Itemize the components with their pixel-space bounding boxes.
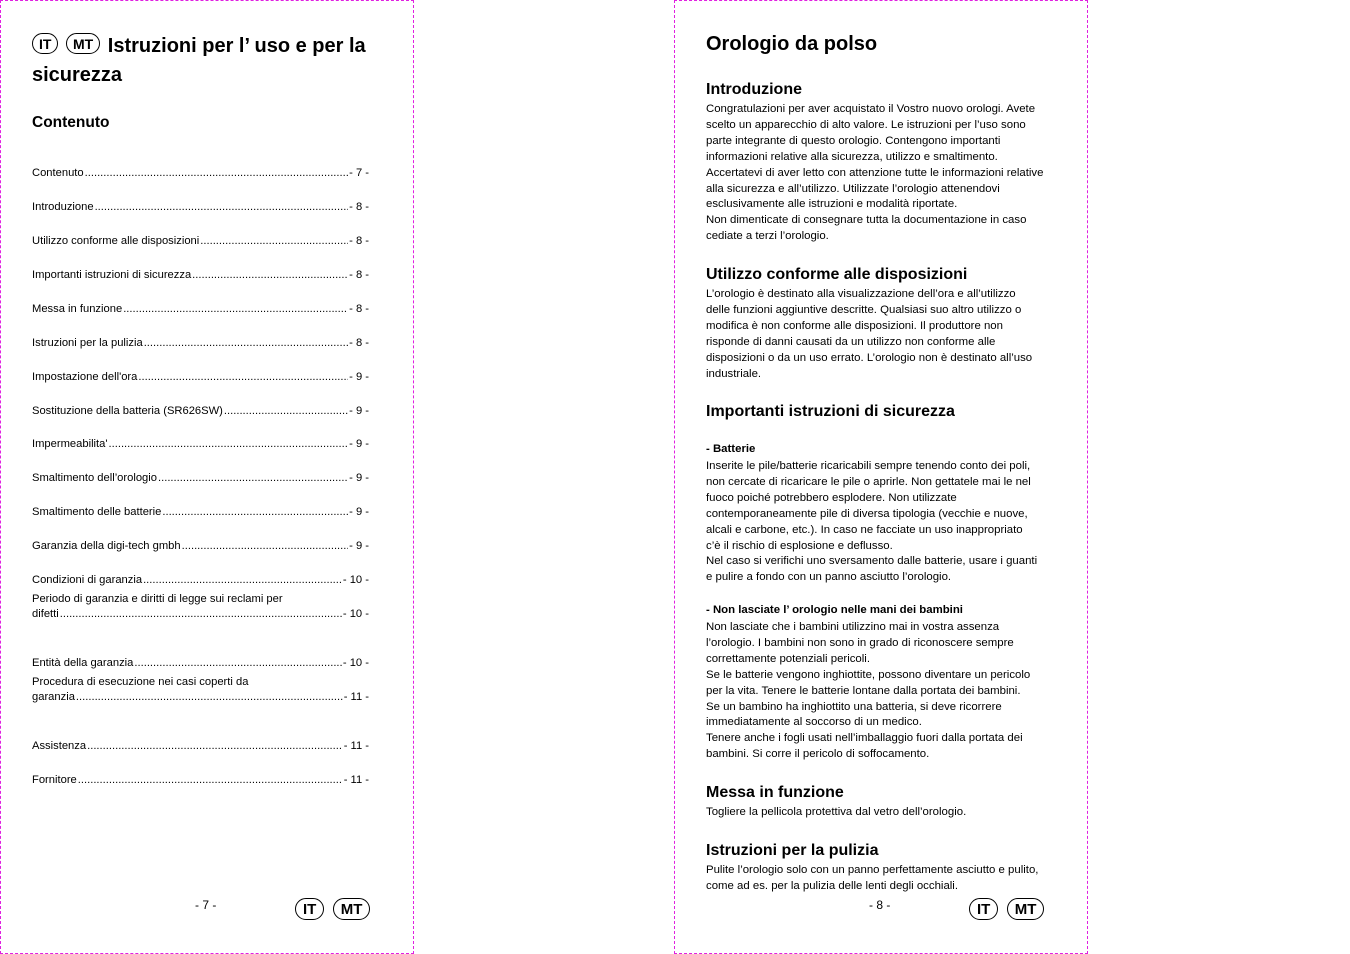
toc-dot-leader	[143, 573, 342, 588]
toc-entry-title: Condizioni di garanzia	[32, 574, 143, 586]
toc-dot-leader	[134, 656, 341, 671]
toc-entry-page: - 8 -	[349, 303, 369, 315]
toc-entry-title-line1: Periodo di garanzia e diritti di legge sui reclami per	[32, 593, 283, 605]
toc-dot-leader	[123, 302, 348, 317]
section-text-startup: Togliere la pellicola protettiva dal vetro dell’orologio.	[706, 806, 967, 818]
toc-entry	[32, 539, 369, 554]
subsection-heading-children: - Non lasciate l’ orologio nelle mani dei bambini	[706, 604, 963, 616]
toc-entry-title: Entità della garanzia	[32, 657, 134, 669]
country-badge-it: IT	[969, 898, 998, 920]
toc-entry-page: - 11 -	[343, 740, 369, 752]
toc-entry-page: - 10 -	[342, 657, 369, 669]
section-heading-intro: Introduzione	[706, 81, 802, 98]
toc-entry-page: - 9 -	[349, 472, 369, 484]
country-badge-mt: MT	[66, 33, 100, 54]
toc-entry-title: difetti	[32, 608, 59, 620]
toc-dot-leader	[162, 505, 348, 520]
toc-entry	[32, 505, 369, 520]
toc-dot-leader	[200, 234, 348, 249]
toc-entry	[32, 656, 369, 671]
toc-entry	[32, 573, 369, 588]
toc-dot-leader	[78, 773, 343, 788]
country-badge-mt: MT	[1007, 898, 1045, 920]
toc-entry	[32, 437, 369, 452]
subsection-heading-batteries: - Batterie	[706, 443, 756, 455]
toc-entry-title: Impostazione dell'ora	[32, 371, 138, 383]
page-number-right: - 8 -	[869, 898, 891, 912]
toc-entry	[32, 200, 369, 215]
toc-dot-leader	[158, 471, 348, 486]
toc-dot-leader	[138, 370, 348, 385]
toc-entry-title: Introduzione	[32, 201, 94, 213]
toc-entry-page: - 11 -	[343, 691, 369, 703]
section-heading-use: Utilizzo conforme alle disposizioni	[706, 266, 968, 283]
toc-entry-title: Sostituzione della batteria (SR626SW)	[32, 405, 223, 417]
toc-entry-title: Impermeabilita'	[32, 438, 108, 450]
toc-entry	[32, 592, 369, 622]
toc-entry-title: Garanzia della digi-tech gmbh	[32, 540, 181, 552]
toc-entry-page: - 9 -	[349, 371, 369, 383]
toc-entry	[32, 370, 369, 385]
toc-entry-title: Istruzioni per la pulizia	[32, 337, 143, 349]
subsection-text-batteries: Inserite le pile/batterie ricaricabili sempre tenendo conto dei poli, non cercate di ricaricare le pile o aprirle. Non gettatele mai le nel fuoco poiché potrebbero esplodere. Non utilizzate contemporaneamente pile di diversa tipologia (vecchie e nuove, alcali e carbone, etc.). In caso ne facciate un uso inappropriato c’è il rischio di esplosione e deflusso. Nel caso si verifichi uno sversamento dalle batterie, usare i guanti e pulire a fondo con un panno asciutto l’orologio.	[706, 460, 1038, 584]
toc-entry-title: Contenuto	[32, 167, 84, 179]
toc-entry-page: - 10 -	[342, 608, 369, 620]
toc-entry-page: - 8 -	[349, 201, 369, 213]
country-badge-it: IT	[32, 33, 58, 54]
toc-dot-leader	[109, 437, 349, 452]
page-number-left: - 7 -	[195, 898, 217, 912]
toc-entry	[32, 739, 369, 754]
toc-entry-title: Importanti istruzioni di sicurezza	[32, 269, 192, 281]
toc-entry	[32, 166, 369, 181]
toc-entry-page: - 8 -	[349, 235, 369, 247]
toc-dot-leader	[87, 739, 343, 754]
toc-dot-leader	[192, 268, 348, 283]
toc-entry	[32, 268, 369, 283]
toc-dot-leader	[224, 404, 348, 419]
section-heading-startup: Messa in funzione	[706, 784, 844, 801]
subsection-text-children: Non lasciate che i bambini utilizzino mai in vostra assenza l’orologio. I bambini non sono in grado di riconoscere sempre correttamente potenziali pericoli. Se le batterie vengono inghiottite, possono diventare un pericolo per la vita. Tenere le batterie lontane dalla portata dei bambini. Se un bambino ha inghiottito una batteria, si deve ricorrere immediatamente al soccorso di un medico. Tenere anche i fogli usati nell’imballaggio fuori dalla portata dei bambini. Si corre il pericolo di soffocamento.	[706, 621, 1031, 761]
toc-heading: Contenuto	[32, 114, 110, 131]
page-title	[32, 32, 392, 90]
toc-entry-page: - 11 -	[343, 774, 369, 786]
toc-dot-leader	[60, 607, 342, 622]
toc-entry-page: - 9 -	[349, 506, 369, 518]
country-badge-it: IT	[295, 898, 324, 920]
toc-entry	[32, 234, 369, 249]
country-badge-mt: MT	[333, 898, 371, 920]
toc-dot-leader	[76, 690, 343, 705]
toc-dot-leader	[182, 539, 348, 554]
toc-entry-title: Messa in funzione	[32, 303, 123, 315]
toc-entry-page: - 9 -	[349, 405, 369, 417]
toc-entry-title-line1: Procedura di esecuzione nei casi coperti da	[32, 676, 249, 688]
section-text-intro: Congratulazioni per aver acquistato il Vostro nuovo orologi. Avete scelto un apparecchio di alto valore. Le istruzioni per l’uso sono parte integrante di questo orologio. Contengono importanti informazioni relative alla sicurezza, utilizzo e smaltimento. Accertatevi di aver letto con attenzione tutte le informazioni relative alla sicurezza e all’utilizzo. Utilizzate l’orologio attenendovi esclusivamente alle istruzioni e modalità riportate. Non dimenticate di consegnare tutta la documentazione in caso cediate a terzi l’orologio.	[706, 103, 1044, 243]
toc-dot-leader	[144, 336, 348, 351]
toc-dot-leader	[95, 200, 349, 215]
toc-entry-page: - 10 -	[342, 574, 369, 586]
toc-entry	[32, 336, 369, 351]
toc-entry-page: - 9 -	[349, 540, 369, 552]
toc-entry	[32, 773, 369, 788]
section-text-cleaning: Pulite l’orologio solo con un panno perfettamente asciutto e pulito, come ad es. per la pulizia delle lenti degli occhiali.	[706, 864, 1039, 892]
section-text-use: L’orologio è destinato alla visualizzazione dell’ora e all’utilizzo delle funzioni aggiuntive descritte. Qualsiasi suo altro utilizzo o modifica è non conforme alle disposizioni. Il produttore non risponde di danni causati da un utilizzo non conforme alle disposizioni o da un uso errato. L’orologio non è destinato all’uso industriale.	[706, 288, 1033, 380]
toc-entry-title: Assistenza	[32, 740, 87, 752]
toc-entry-title: Smaltimento dell’orologio	[32, 472, 157, 484]
title-text: Istruzioni per l’ uso e per la sicurezza	[32, 35, 366, 86]
toc-entry-page: - 8 -	[349, 269, 369, 281]
toc-entry	[32, 675, 369, 705]
toc-dot-leader	[85, 166, 348, 181]
section-heading-cleaning: Istruzioni per la pulizia	[706, 842, 879, 859]
toc-entry-title: garanzia	[32, 691, 75, 703]
toc-entry	[32, 404, 369, 419]
toc-entry-title: Fornitore	[32, 774, 77, 786]
toc-entry-title: Smaltimento delle batterie	[32, 506, 162, 518]
toc-entry-page: - 9 -	[349, 438, 369, 450]
toc-entry-page: - 8 -	[349, 337, 369, 349]
section-heading-safety: Importanti istruzioni di sicurezza	[706, 403, 955, 420]
footer-badges-right	[969, 898, 1048, 920]
toc-entry-title: Utilizzo conforme alle disposizioni	[32, 235, 200, 247]
footer-badges-left	[295, 898, 374, 920]
toc-entry-page: - 7 -	[349, 167, 369, 179]
toc-entry	[32, 471, 369, 486]
page-title: Orologio da polso	[706, 33, 878, 55]
toc-entry	[32, 302, 369, 317]
